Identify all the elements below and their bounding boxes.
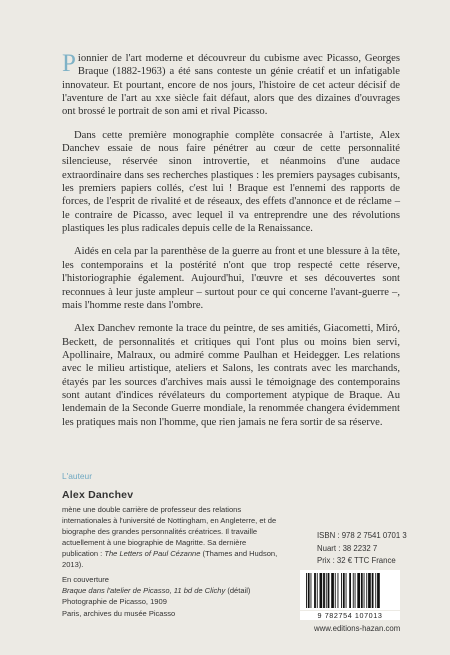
author-bio-publisher: (Thames and Hudson, 2013). — [62, 548, 278, 569]
cover-heading: En couverture — [62, 575, 109, 584]
author-bio — [62, 505, 284, 570]
blurb-paragraph-2: Dans cette première monographie complète consacrée à l'artiste, Alex Danchev essaie de nous faire pénétrer au cœur de cette personnalité silencieuse, réservée sinon introvertie, et néanmoins d'une audace extraordinaire dans ses recherches plastiques : les premiers paysages cubisants, les premiers papiers collés, c'est lui ! Braque est l'ennemi des rapports de forces, de l'esprit de rivalité et de réseaux, des effets d'annonce et de réclame – le contraire de Picasso, avec lequel il va entreprendre une des révolutions plastiques les plus radicales depuis celle de la Renaissance. — [62, 129, 400, 235]
cover-title: Braque dans l'atelier de Picasso, 11 bd de Clichy — [62, 586, 226, 596]
blurb-paragraph-4: Alex Danchev remonte la trace du peintre, de ses amitiés, Giacometti, Miró, Beckett, de personnalités et critiques qui l'ont plus ou moins bien servi, Apollinaire, Malraux, ou admiré comme Paulhan et Heidegger. Les relations avec le milieu artistique, ateliers et Salons, les contrats avec les marchands, étayés par les sources d'archives mais aussi le témoignage des contemporains sont autant d'indices révélateurs du comportement atypique de Braque. Au lendemain de la Seconde Guerre mondiale, la renommée changera évidemment les pratiques mais non l'homme, que rien jamais ne fera sortir de sa réserve. — [62, 323, 400, 428]
blurb-text-1: ionnier de l'art moderne et découvreur du cubisme avec Picasso, Georges Braque (1882-1963) a été sans conteste un génie créatif et un infatigable innovateur. Et pourtant, encore de nos jours, l'histoire de cet acteur décisif de l'aventure de l'art au xxe siècle fait défaut, alors que des dizaines d'ouvrages ont brossé le portrait de son ami et rival Picasso. — [62, 53, 400, 118]
cover-credit — [62, 574, 282, 619]
barcode-bars — [300, 570, 400, 610]
blurb-paragraph-1 — [62, 52, 400, 119]
book-info — [317, 530, 407, 568]
cover-photo: Photographie de Picasso, 1909 — [62, 597, 167, 607]
blurb — [62, 52, 400, 439]
cover-archive: Paris, archives du musée Picasso — [62, 608, 176, 618]
cover-title-line — [62, 585, 282, 596]
author-label: L'auteur — [62, 471, 93, 481]
isbn: ISBN : 978 2 7541 0701 3 — [317, 531, 407, 540]
author-bio-book-title: The Letters of Paul Cézanne — [104, 548, 201, 558]
author-bio-text: mène une double carrière de professeur des relations internationales à l'université de Nottingham, en Angleterre, et de biographe des grandes personnalités créatrices. Il travaille actuellement à une biographie de Magritte. Sa dernière publication : — [62, 505, 277, 558]
blurb-paragraph-3: Aidés en cela par la parenthèse de la guerre au front et une blessure à la tête, les contemporains et la postérité n'ont que trop respecté cette réserve, l'historiographie également. Aujourd'hui, l'œuvre et ses découvertes sont reconnues à leur juste ampleur – surtout pour ce qui concerne l'avant-guerre –, mais l'homme reste dans l'ombre. — [62, 246, 400, 311]
barcode-number: 9 782754 107013 — [300, 611, 400, 620]
publisher-website: www.editions-hazan.com — [314, 624, 401, 633]
cover-title-suffix: (détail) — [225, 586, 251, 596]
dropcap: P — [62, 50, 76, 77]
price: Prix : 32 € TTC France — [317, 556, 396, 565]
author-name: Alex Danchev — [62, 489, 134, 501]
nuart: Nuart : 38 2232 7 — [317, 543, 378, 553]
barcode — [300, 570, 400, 610]
